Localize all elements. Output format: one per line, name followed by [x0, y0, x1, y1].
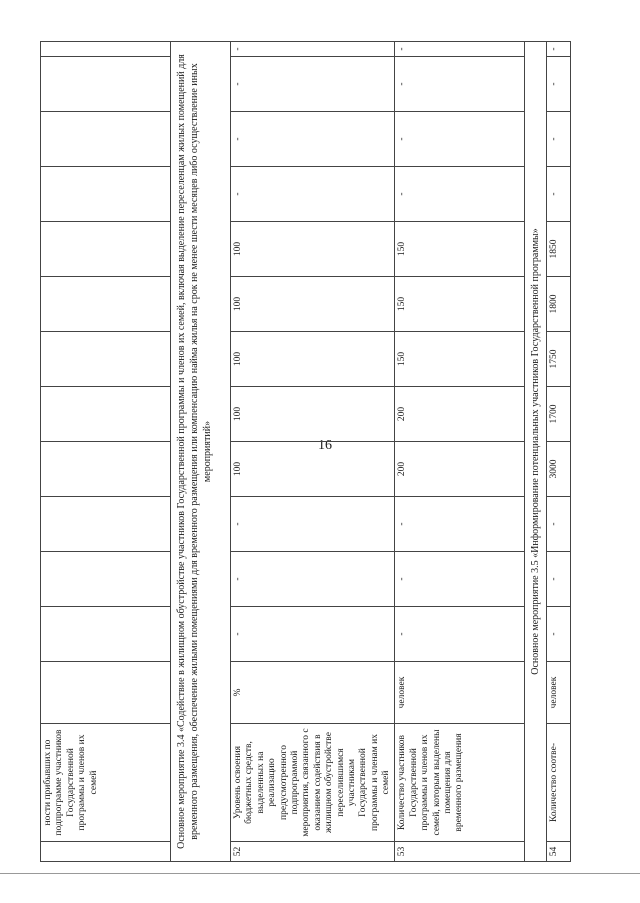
- value-cell: -: [395, 607, 525, 662]
- value-cell: 200: [395, 387, 525, 442]
- indicator-name: ности прибывших по подпрограмме участников Государственной программы и членов их семей: [41, 724, 171, 842]
- section-heading-3-4: Основное мероприятие 3.4 «Содействие в жилищном обустройстве участников Государственной программы и членов их семей, включая выделение переселенцам жилых помещений для временного размещения, обеспечение жилыми помещениями для временного размещения или компенсацию найма жилья на срок не менее шести месяцев либо осуществление иных мероприятий»: [171, 42, 231, 862]
- value-cell: 150: [395, 222, 525, 277]
- value-cell: -: [547, 552, 571, 607]
- rotated-table-container: [40, 42, 596, 862]
- cell: [41, 57, 171, 112]
- table-row: [395, 42, 525, 862]
- indicator-name: Уровень освоения бюджетных средств, выделенных на реализацию предусмотренного подпрограммой мероприятия, связанного с оказанием содействия в жилищном обустройстве переселившимся участникам Государственной программы и членам их семей: [231, 724, 395, 842]
- value-cell: -: [547, 112, 571, 167]
- value-cell: -: [231, 552, 395, 607]
- value-cell: 200: [395, 442, 525, 497]
- value-cell: 100: [231, 387, 395, 442]
- value-cell: 150: [395, 277, 525, 332]
- section-heading-3-5: Основное мероприятие 3.5 «Информирование потенциальных участников Государственной программы»: [525, 42, 547, 862]
- cell: [41, 167, 171, 222]
- row-number: 54: [547, 842, 571, 862]
- value-cell: -: [231, 497, 395, 552]
- value-cell: -: [395, 112, 525, 167]
- value-cell: 1800: [547, 277, 571, 332]
- table-row-carry: [41, 42, 171, 862]
- indicator-name: Количество участников Государственной программы и членов их семей, которым выделены помещения для временного размещения: [395, 724, 525, 842]
- value-cell: -: [231, 42, 395, 57]
- value-cell: -: [395, 497, 525, 552]
- value-cell: -: [395, 552, 525, 607]
- value-cell: -: [231, 57, 395, 112]
- cell: [41, 552, 171, 607]
- value-cell: -: [547, 607, 571, 662]
- value-cell: -: [395, 42, 525, 57]
- value-cell: -: [231, 607, 395, 662]
- unit-cell: человек: [547, 662, 571, 724]
- cell: [41, 42, 171, 57]
- page-number: 16: [318, 438, 332, 453]
- row-number: 52: [231, 842, 395, 862]
- value-cell: 1700: [547, 387, 571, 442]
- cell: [41, 112, 171, 167]
- value-cell: -: [547, 57, 571, 112]
- value-cell: -: [547, 497, 571, 552]
- value-cell: -: [395, 57, 525, 112]
- row-number: 53: [395, 842, 525, 862]
- value-cell: -: [547, 167, 571, 222]
- value-cell: 100: [231, 332, 395, 387]
- value-cell: 150: [395, 332, 525, 387]
- indicators-table: [40, 41, 571, 862]
- cell: [41, 662, 171, 724]
- cell: [41, 387, 171, 442]
- cell: [41, 222, 171, 277]
- indicator-name: Количество соотве-: [547, 724, 571, 842]
- section-heading-row: [171, 42, 231, 862]
- table-row: [231, 42, 395, 862]
- scan-edge-line: [0, 873, 640, 874]
- cell: [41, 277, 171, 332]
- cell: [41, 497, 171, 552]
- value-cell: 100: [231, 442, 395, 497]
- value-cell: 3000: [547, 442, 571, 497]
- row-number: [41, 842, 171, 862]
- value-cell: -: [231, 112, 395, 167]
- cell: [41, 332, 171, 387]
- section-heading-row: [525, 42, 547, 862]
- unit-cell: %: [231, 662, 395, 724]
- value-cell: -: [395, 167, 525, 222]
- value-cell: 1850: [547, 222, 571, 277]
- cell: [41, 607, 171, 662]
- unit-cell: человек: [395, 662, 525, 724]
- value-cell: 1750: [547, 332, 571, 387]
- value-cell: 100: [231, 277, 395, 332]
- value-cell: -: [231, 167, 395, 222]
- value-cell: -: [547, 42, 571, 57]
- cell: [41, 442, 171, 497]
- table-row: [547, 42, 571, 862]
- value-cell: 100: [231, 222, 395, 277]
